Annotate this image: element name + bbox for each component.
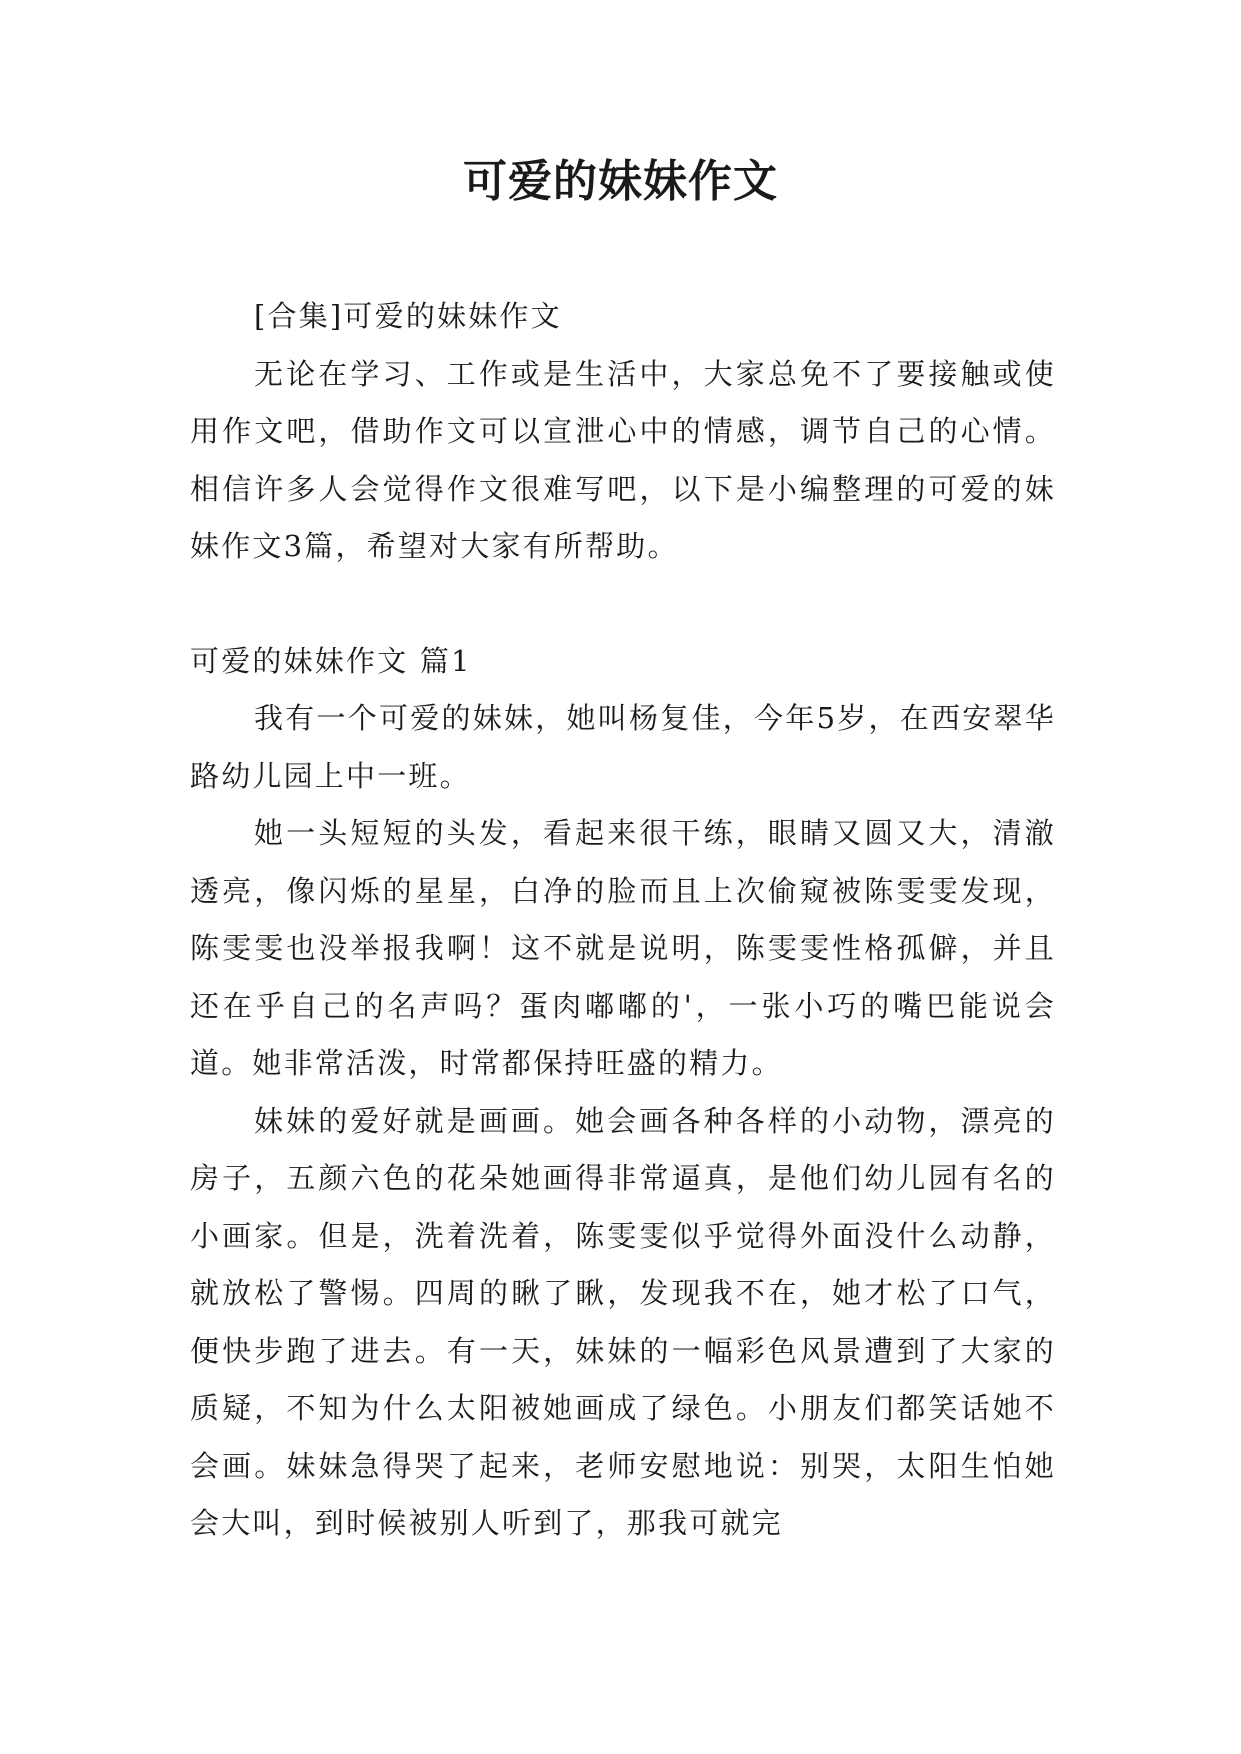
document-title: 可爱的妹妹作文 [463,156,778,207]
section-heading: 可爱的妹妹作文 篇1 [190,643,472,678]
document-subtitle: [合集]可爱的妹妹作文 [254,299,562,333]
section-paragraph-2: 她一头短短的头发，看起来很干练，眼睛又圆又大，清澈透亮，像闪烁的星星，白净的脸而且上次偷窥被陈雯雯发现，陈雯雯也没举报我啊！这不就是说明，陈雯雯性格孤僻，并且还在乎自己的名声吗？蛋肉嘟嘟的'，一张小巧的嘴巴能说会道。她非常活泼，时常都保持旺盛的精力。 [190,816,1056,1080]
section-paragraph-1: 我有一个可爱的妹妹，她叫杨复佳，今年5岁，在西安翠华路幼儿园上中一班。 [190,701,1056,793]
section-paragraph-3: 妹妹的爱好就是画画。她会画各种各样的小动物，漂亮的房子，五颜六色的花朵她画得非常逼真，是他们幼儿园有名的小画家。但是，洗着洗着，陈雯雯似乎觉得外面没什么动静，就放松了警惕。四周的瞅了瞅，发现我不在，她才松了口气，便快步跑了进去。有一天，妹妹的一幅彩色风景遭到了大家的质疑，不知为什么太阳被她画成了绿色。小朋友们都笑话她不会画。妹妹急得哭了起来，老师安慰地说：别哭，太阳生怕她会大叫，到时候被别人听到了，那我可就完 [190,1103,1056,1540]
intro-paragraph: 无论在学习、工作或是生活中，大家总免不了要接触或使用作文吧，借助作文可以宣泄心中的情感，调节自己的心情。相信许多人会觉得作文很难写吧，以下是小编整理的可爱的妹妹作文3篇，希望对大家有所帮助。 [190,356,1056,563]
document-body [190,288,1056,1553]
